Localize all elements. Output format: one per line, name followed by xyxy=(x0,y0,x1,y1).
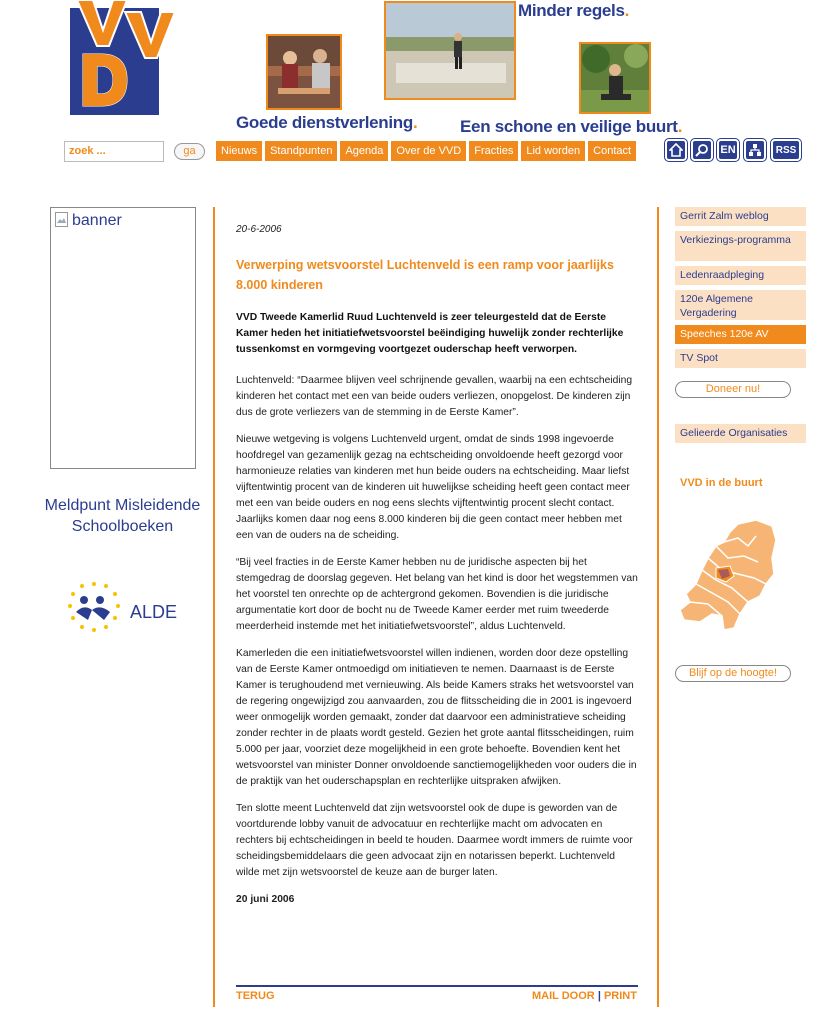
sidebar-item-zalm-weblog[interactable]: Gerrit Zalm weblog xyxy=(675,207,806,226)
article xyxy=(236,222,638,919)
sidebar-item-ledenraadpleging[interactable]: Ledenraadpleging xyxy=(675,266,806,285)
nav-item-contact[interactable]: Contact xyxy=(588,141,636,161)
nav-item-standpunten[interactable]: Standpunten xyxy=(265,141,337,161)
home-icon[interactable] xyxy=(665,139,687,161)
alde-logo[interactable] xyxy=(64,578,184,638)
sidebar-item-tv-spot[interactable]: TV Spot xyxy=(675,349,806,368)
broken-image-icon xyxy=(55,212,68,227)
mail-door-link[interactable]: MAIL DOOR xyxy=(532,990,595,1002)
back-link[interactable]: TERUG xyxy=(236,990,275,1002)
meldpunt-link[interactable]: Meldpunt Misleidende Schoolboeken xyxy=(44,497,201,535)
sidebar-item-gelieerde-organisaties[interactable]: Gelieerde Organisaties xyxy=(675,424,806,443)
article-paragraph: “Bij veel fracties in de Eerste Kamer hebben nu de juridische aspecten bij het stemgedrag de doorslag gegeven. Het belang van het kind is door het wegstemmen van het voorstel ten onrechte op de achtergrond gekomen. Bovendien is die juridische argumentatie kort door de bocht nu de Tweede Kamer eerder met ruim tweederde meerderheid instemde met het initiatiefwetsvoorstel”, aldus Luchtenveld. xyxy=(236,557,638,632)
banner-label: banner xyxy=(72,212,122,229)
article-paragraph: Nieuwe wetgeving is volgens Luchtenveld urgent, omdat de sinds 1998 ingevoerde hoofdregel van gezamenlijk gezag na echtscheiding onvoldoende heeft gezorgd voor harmonieuze relaties van kinderen met hun beide ouders na echtscheiding. Maar liefst vijftentwintig procent van de kinderen uit huwelijkse scheiding heeft geen contact meer met een van beide ouders en nog eens slechts vijftentwintig procent slecht contact. Jaarlijks komen daar nog eens 8.000 kinderen bij die geen contact meer hebben met een van de ouders na de scheiding. xyxy=(236,434,630,541)
magnifier-icon[interactable] xyxy=(691,139,713,161)
sidebar-item-algemene-vergadering[interactable]: 120e Algemene Vergadering xyxy=(675,290,806,320)
article-lead: VVD Tweede Kamerlid Ruud Luchtenveld is zeer teleurgesteld dat de Eerste Kamer heden het initiatiefwetsvoorstel beëindiging huwelijk zonder rechterlijke tussenkomst en vormgeving voortgezet ouderschap heeft verworpen. xyxy=(236,312,624,355)
tagline-schone-buurt: Een schone en veilige buurt. xyxy=(460,117,683,136)
article-paragraph: Kamerleden die een initiatiefwetsvoorstel willen indienen, worden door deze opstelling van de Eerste Kamer ontmoedigd om initiatieven te nemen. Daarnaast is de Eerste Kamer is terughoudend met vernieuwing. Als beide Kamers straks het wetsvoorstel van de regering ongewijzigd zou aanvaarden, zou de flitsscheiding die in 2001 is ingevoerd weer onmogelijk worden gemaakt, zonder dat daarvoor een administratieve scheiding zonder rechter in de plaats wordt gesteld. Gezien het grote aantal flitsscheidingen, ruim 5.000 per jaar, voorziet deze mogelijkheid in een grote behoefte. Bovendien kent het wetsvoorstel van minister Donner onvoldoende sanctiemogelijkheden voor ouders die in de praktijk van het ouderschapsplan en rechterlijke uitspraken afwijken. xyxy=(236,648,637,787)
rss-icon[interactable]: RSS xyxy=(771,139,801,161)
article-actions xyxy=(532,990,637,1002)
right-separator xyxy=(657,207,659,1007)
photo-service-counter xyxy=(266,34,342,110)
banner-placeholder[interactable] xyxy=(50,207,196,469)
nav-item-nieuws[interactable]: Nieuws xyxy=(216,141,262,161)
language-en-icon[interactable]: EN xyxy=(717,139,739,161)
donate-button[interactable]: Doneer nu! xyxy=(675,381,791,398)
article-paragraph: Luchtenveld: “Daarmee blijven veel schrijnende gevallen, waarbij na een echtscheiding kinderen het contact met een van beide ouders verliezen, onopgelost. De kinderen zijn dus de grote verliezers van de stemming in de Eerste Kamer”. xyxy=(236,375,633,418)
photo-beach-man xyxy=(384,1,516,100)
search-go-button[interactable]: ga xyxy=(174,143,205,160)
article-date: 20-6-2006 xyxy=(236,224,282,235)
newsletter-button[interactable]: Blijf op de hoogte! xyxy=(675,665,791,682)
sidebar-item-verkiezingsprogramma[interactable]: Verkiezings-programma xyxy=(675,231,806,261)
search-input[interactable]: zoek ... xyxy=(64,141,164,162)
article-paragraph: Ten slotte meent Luchtenveld dat zijn wetsvoorstel ook de dupe is geworden van de voortdurende lobby vanuit de advocatuur en rechterlijke macht om advocaten en rechters bij echtscheidingen in beeld te houden. Daarmee wordt immers de ruimte voor scheidingsbemiddelaars die geen advocaat zijn en notarissen beperkt. Luchtenveld wilde met zijn wetsvoorstel de keuze aan de burger laten. xyxy=(236,803,633,878)
sidebar-item-speeches[interactable]: Speeches 120e AV xyxy=(675,325,806,344)
tagline-dienstverlening: Goede dienstverlening. xyxy=(236,113,418,132)
nav-item-lid-worden[interactable]: Lid worden xyxy=(521,141,585,161)
nav-item-over-de-vvd[interactable]: Over de VVD xyxy=(391,141,466,161)
main-nav xyxy=(216,141,639,161)
article-title: Verwerping wetsvoorstel Luchtenveld is een ramp voor jaarlijks 8.000 kinderen xyxy=(236,258,614,292)
article-footer-divider xyxy=(236,985,638,987)
netherlands-map[interactable] xyxy=(678,518,778,633)
action-separator: | xyxy=(597,990,601,1002)
tagline-minder-regels: Minder regels. xyxy=(518,1,630,20)
photo-park-woman xyxy=(579,42,651,114)
article-sign-date: 20 juni 2006 xyxy=(236,894,295,905)
vvd-logo[interactable] xyxy=(69,0,187,118)
vvd-in-de-buurt-title: VVD in de buurt xyxy=(680,477,763,489)
nav-item-agenda[interactable]: Agenda xyxy=(340,141,388,161)
print-link[interactable]: PRINT xyxy=(603,990,637,1002)
sitemap-icon[interactable] xyxy=(744,139,766,161)
alde-label: ALDE xyxy=(130,602,178,622)
nav-item-fracties[interactable]: Fracties xyxy=(469,141,518,161)
left-separator xyxy=(213,207,215,1007)
